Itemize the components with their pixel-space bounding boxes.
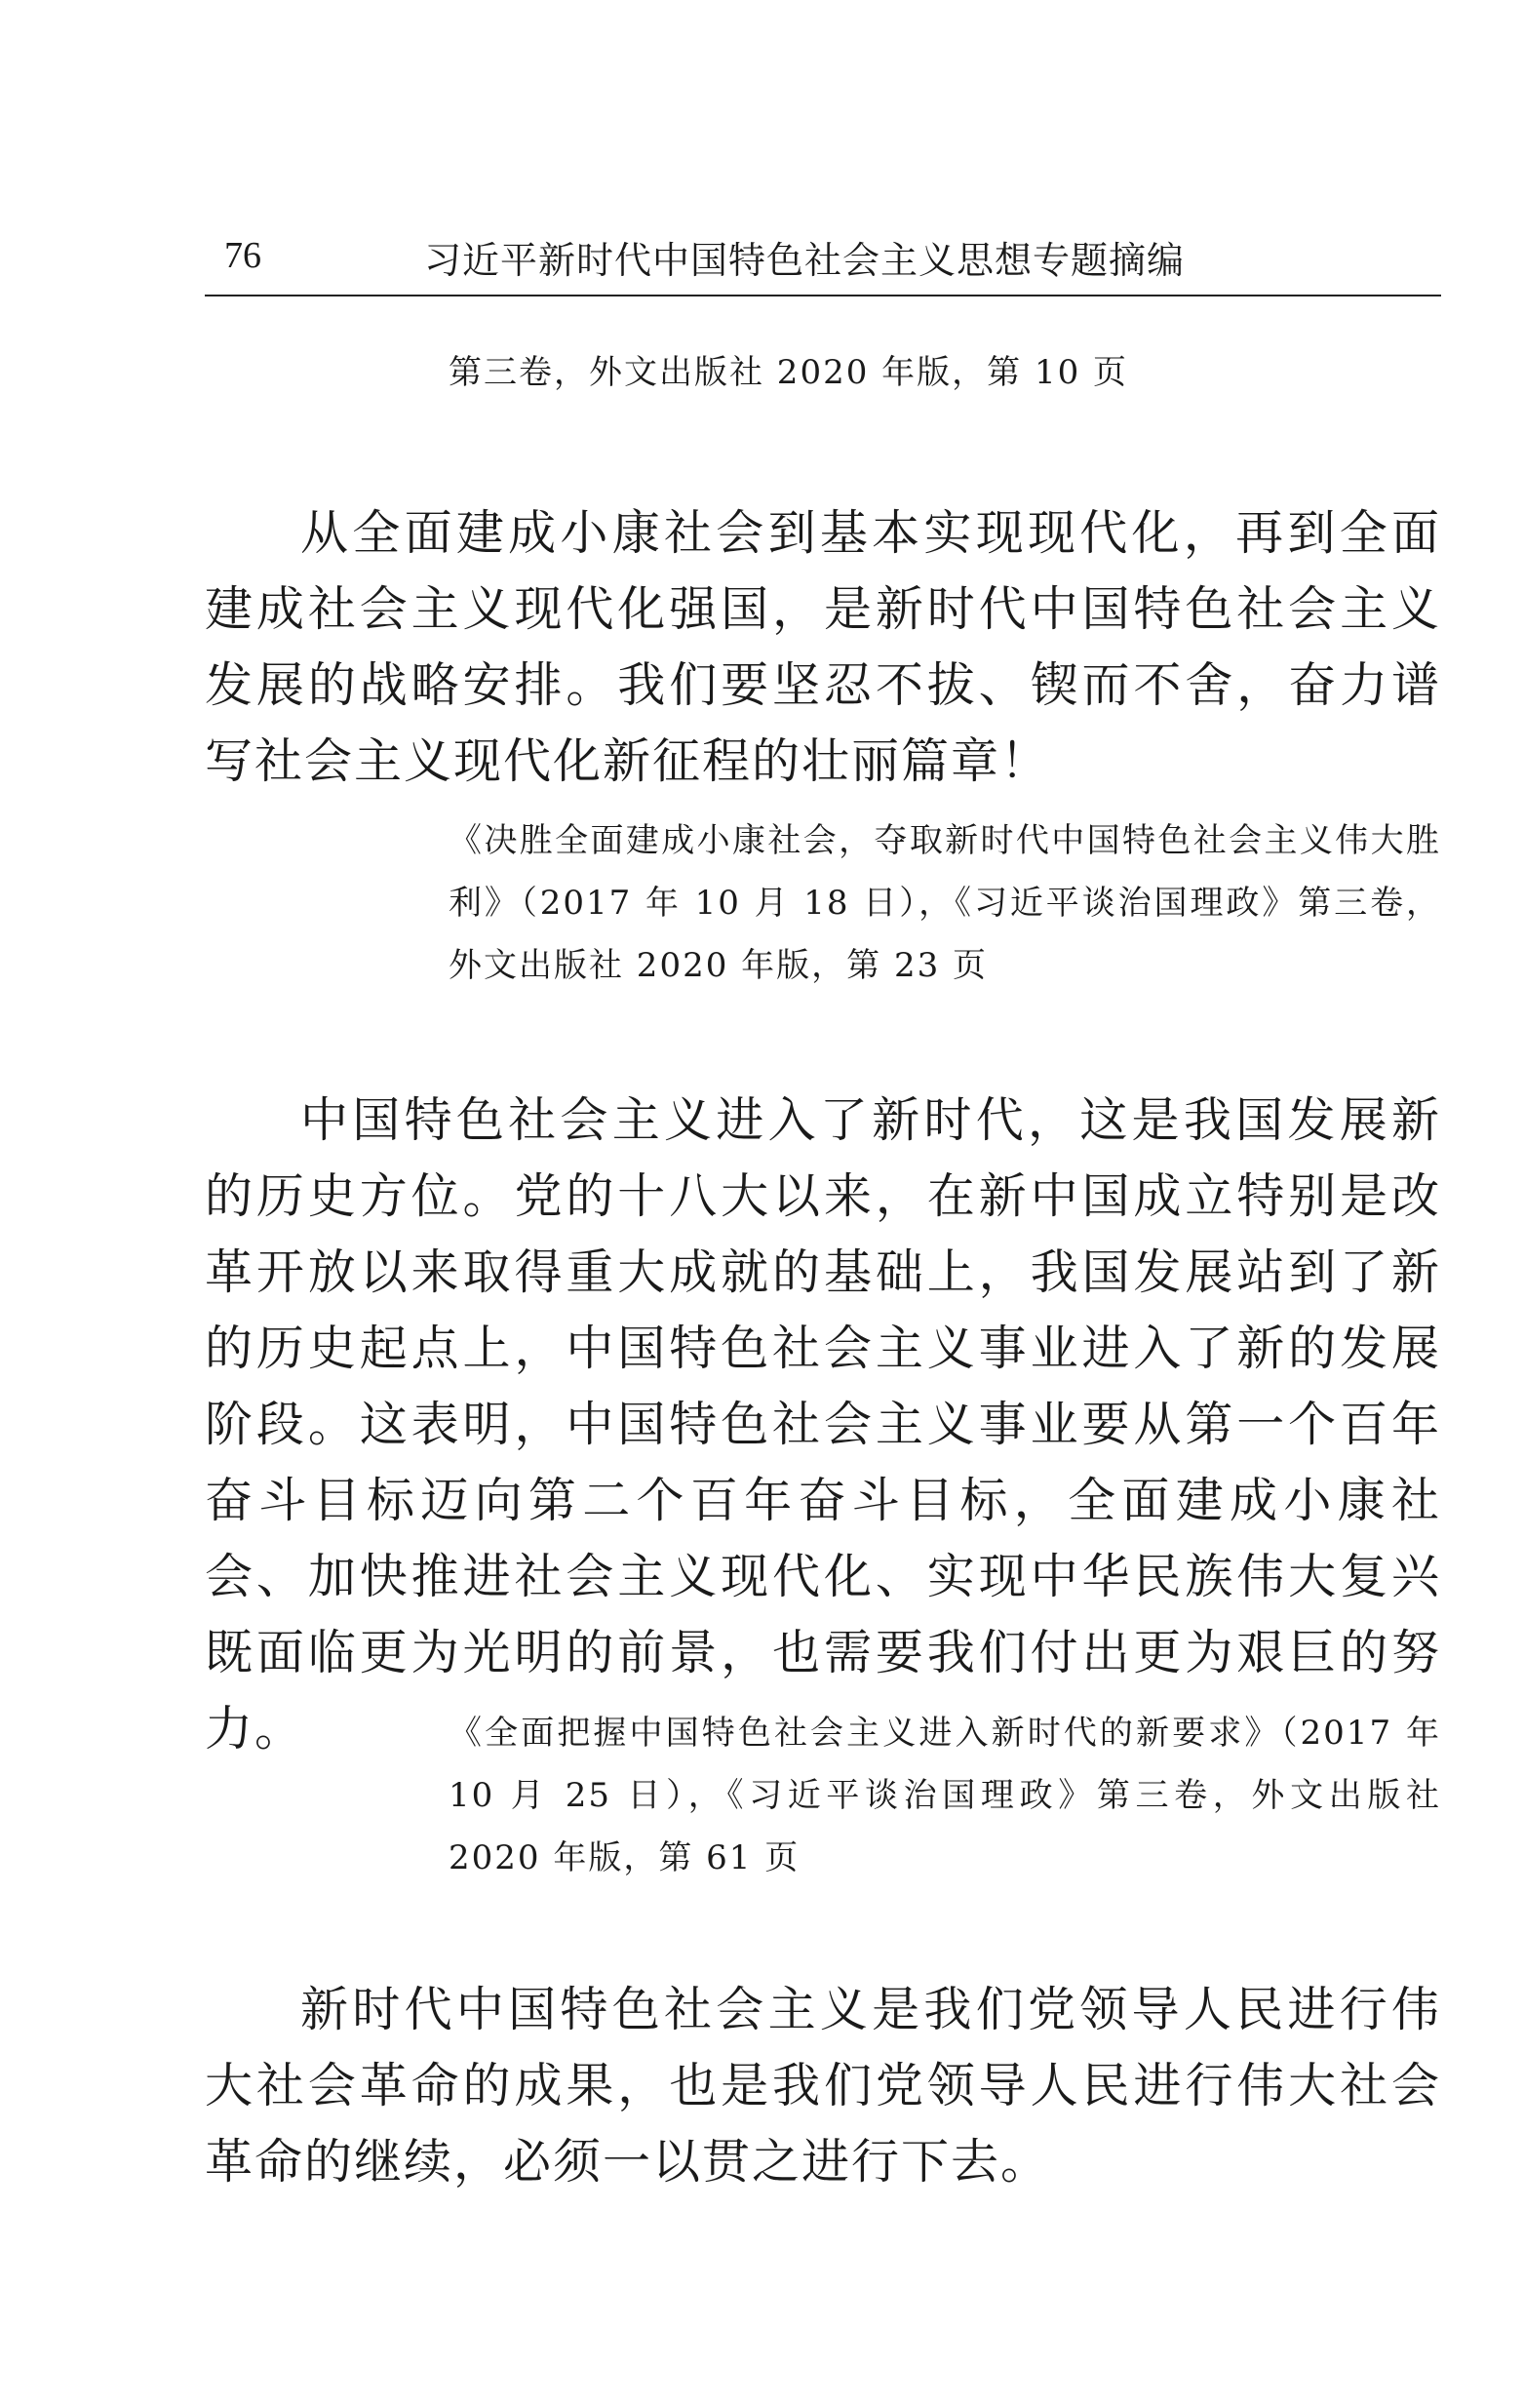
- citation-top: 第三卷，外文出版社 2020 年版，第 10 页: [449, 353, 1129, 392]
- running-title: 习近平新时代中国特色社会主义思想专题摘编: [424, 239, 1186, 282]
- citation-2: 《全面把握中国特色社会主义进入新时代的新要求》（2017 年 10 月 25 日），《习近平谈治国理政》第三卷，外文出版社 2020 年版，第 61 页: [449, 1714, 1441, 1877]
- page-header: [205, 217, 1441, 296]
- citation-1: 《决胜全面建成小康社会，夺取新时代中国特色社会主义伟大胜利》（2017 年 10 月 18 日），《习近平谈治国理政》第三卷，外文出版社 2020 年版，第 23 页: [449, 821, 1441, 985]
- paragraph-3: 新时代中国特色社会主义是我们党领导人民进行伟大社会革命的成果，也是我们党领导人民进行伟大社会革命的继续，必须一以贯之进行下去。: [205, 1982, 1441, 2190]
- paragraph-2: 中国特色社会主义进入了新时代，这是我国发展新的历史方位。党的十八大以来，在新中国成立特别是改革开放以来取得重大成就的基础上，我国发展站到了新的历史起点上，中国特色社会主义事业进入了新的发展阶段。这表明，中国特色社会主义事业要从第一个百年奋斗目标迈向第二个百年奋斗目标，全面建成小康社会、加快推进社会主义现代化、实现中华民族伟大复兴既面临更为光明的前景，也需要我们付出更为艰巨的努力。: [205, 1092, 1441, 1757]
- page-number: 76: [224, 235, 261, 276]
- paragraph-1: 从全面建成小康社会到基本实现现代化，再到全面建成社会主义现代化强国，是新时代中国特色社会主义发展的战略安排。我们要坚忍不拔、锲而不舍，奋力谱写社会主义现代化新征程的壮丽篇章！: [205, 505, 1441, 789]
